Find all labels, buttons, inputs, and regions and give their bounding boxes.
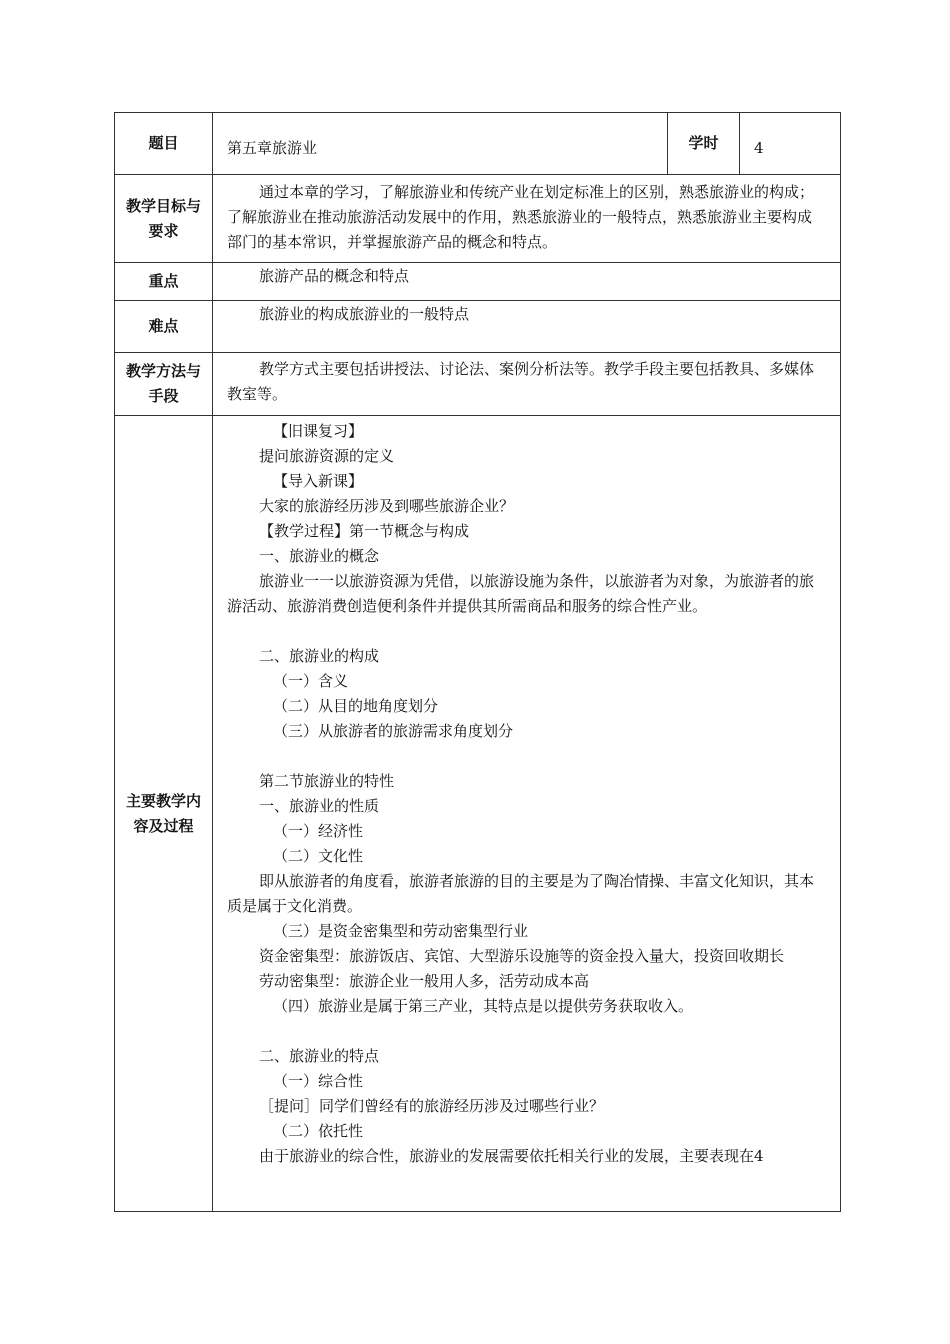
main-content-label: 主要教学内容及过程 [115,416,213,1211]
spacer [227,744,826,769]
key-points-label: 重点 [115,263,213,300]
spacer [227,619,826,644]
topic-label: 题目 [115,113,213,174]
content-line: （二）依托性 [273,1122,364,1140]
main-content-cell [213,416,840,1211]
content-line: 【旧课复习】 [273,422,364,440]
spacer [227,1019,826,1044]
hours-label: 学时 [668,113,740,174]
content-line: 第二节旅游业的特性 [259,772,395,790]
difficulties-label: 难点 [115,301,213,352]
content-line: 一、旅游业的概念 [259,547,380,565]
topic-row [115,113,840,174]
difficulties-text: 旅游业的构成旅游业的一般特点 [259,305,470,323]
content-line: 资金密集型：旅游饭店、宾馆、大型游乐设施等的资金投入量大，投资回收期长 [259,947,785,965]
content-line: 【导入新课】 [273,472,364,490]
methods-text: 教学方式主要包括讲授法、讨论法、案例分析法等。教学手段主要包括教具、多媒体教室等。 [227,360,815,403]
lesson-plan-table [114,112,841,1212]
content-line: 由于旅游业的综合性，旅游业的发展需要依托相关行业的发展，主要表现在4 [259,1147,764,1165]
content-line: 二、旅游业的特点 [259,1047,380,1065]
content-line: 二、旅游业的构成 [259,647,380,665]
goals-cell [213,175,840,262]
content-line: （一）综合性 [273,1072,364,1090]
goals-label: 教学目标与要求 [115,175,213,262]
content-line: （三）从旅游者的旅游需求角度划分 [273,722,514,740]
goals-text: 通过本章的学习，了解旅游业和传统产业在划定标准上的区别，熟悉旅游业的构成；了解旅游业在推动旅游活动发展中的作用，熟悉旅游业的一般特点，熟悉旅游业主要构成部门的基本常识，并掌握旅游产品的概念和特点。 [227,183,815,251]
hours-value: 4 [754,139,764,157]
content-line: 一、旅游业的性质 [259,797,380,815]
content-line: 即从旅游者的角度看，旅游者旅游的目的主要是为了陶冶情操、丰富文化知识，其本质是属于文化消费。 [227,872,815,915]
methods-row [115,352,840,415]
content-line: （二）文化性 [273,847,364,865]
content-line: （一）含义 [273,672,349,690]
methods-label: 教学方法与手段 [115,353,213,415]
content-line: 旅游业一一以旅游资源为凭借，以旅游设施为条件，以旅游者为对象，为旅游者的旅游活动、旅游消费创造便利条件并提供其所需商品和服务的综合性产业。 [227,572,815,615]
content-line: 大家的旅游经历涉及到哪些旅游企业？ [259,497,515,515]
content-line: （三）是资金密集型和劳动密集型行业 [273,922,529,940]
content-line: （一）经济性 [273,822,364,840]
difficulties-row [115,300,840,352]
methods-cell [213,353,840,415]
content-line: ［提问］同学们曾经有的旅游经历涉及过哪些行业？ [259,1097,605,1115]
content-line: 提问旅游资源的定义 [259,447,395,465]
content-line: 劳动密集型：旅游企业一般用人多，活劳动成本高 [259,972,590,990]
key-points-row [115,262,840,300]
topic-value: 第五章旅游业 [213,113,668,174]
key-points-text: 旅游产品的概念和特点 [259,267,410,285]
goals-row [115,174,840,262]
content-line: 【教学过程】第一节概念与构成 [259,522,470,540]
main-content-row [115,415,840,1211]
content-line: （四）旅游业是属于第三产业，其特点是以提供劳务获取收入。 [273,997,694,1015]
content-line: （二）从目的地角度划分 [273,697,439,715]
